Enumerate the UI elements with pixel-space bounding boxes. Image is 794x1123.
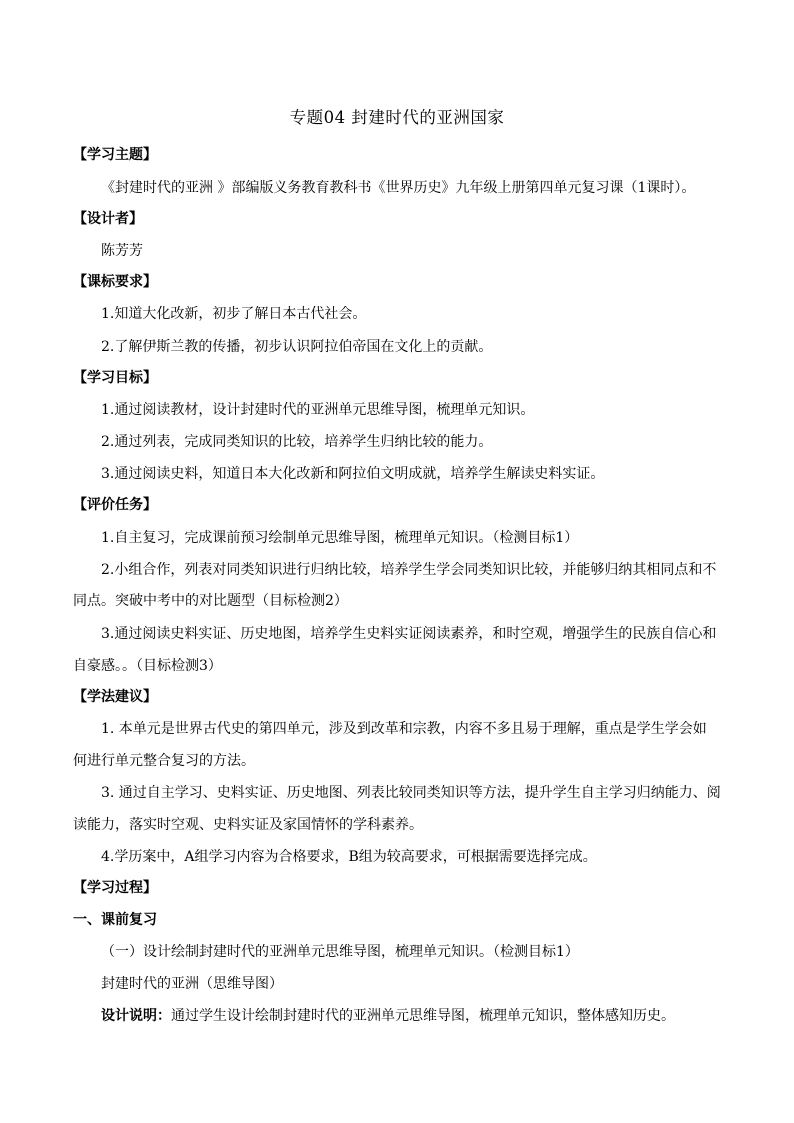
tasks-item-3-line-1: 3.通过阅读史料实证、历史地图，培养学生史料实证阅读素养，和时空观，增强学生的民族自信心和	[101, 626, 717, 642]
design-note	[101, 1005, 675, 1025]
methods-item-1-line-1: 1. 本单元是世界古代史的第四单元，涉及到改革和宗教，内容不多且易于理解，重点是学生学会如	[101, 721, 707, 737]
heading-learning-goals: 【学习目标】	[73, 370, 157, 386]
methods-item-4: 4.学历案中，A组学习内容为合格要求，B组为较高要求，可根据需要选择完成。	[101, 849, 597, 865]
heading-evaluation-tasks: 【评价任务】	[73, 497, 157, 513]
goals-item-3: 3.通过阅读史料，知道日本大化改新和阿拉伯文明成就，培养学生解读史料实证。	[101, 466, 605, 482]
heading-curriculum-standards: 【课标要求】	[73, 274, 157, 290]
process-step-1: （一）设计绘制封建时代的亚洲单元思维导图，梳理单元知识。（检测目标1）	[101, 944, 579, 960]
methods-item-1-line-2: 何进行单元整合复习的方法。	[73, 753, 255, 769]
heading-learning-theme: 【学习主题】	[73, 147, 157, 163]
tasks-item-2-line-1: 2.小组合作，列表对同类知识进行归纳比较，培养学生学会同类知识比较，并能够归纳其相同点和不	[101, 562, 717, 578]
mindmap-label: 封建时代的亚洲（思维导图）	[101, 976, 283, 992]
designer-name: 陈芳芳	[101, 243, 143, 259]
design-note-label: 设计说明：	[101, 1008, 171, 1024]
goals-item-2: 2.通过列表，完成同类知识的比较，培养学生归纳比较的能力。	[101, 434, 493, 450]
subheading-pre-class-review: 一、课前复习	[73, 912, 157, 928]
learning-theme-text: 《封建时代的亚洲 》部编版义务教育教科书《世界历史》九年级上册第四单元复习课（1课时）。	[101, 180, 696, 196]
design-note-text: 通过学生设计绘制封建时代的亚洲单元思维导图，梳理单元知识，整体感知历史。	[171, 1008, 675, 1024]
tasks-item-1: 1.自主复习，完成课前预习绘制单元思维导图，梳理单元知识。（检测目标1）	[101, 530, 579, 546]
standards-item-2: 2.了解伊斯兰教的传播，初步认识阿拉伯帝国在文化上的贡献。	[101, 339, 493, 355]
tasks-item-3-line-2: 自豪感。。（目标检测3）	[73, 658, 222, 674]
heading-designer: 【设计者】	[73, 211, 143, 227]
methods-item-3-line-2: 读能力，落实时空观、史料实证及家国情怀的学科素养。	[73, 817, 423, 833]
heading-learning-process: 【学习过程】	[73, 880, 157, 896]
methods-item-3-line-1: 3. 通过自主学习、史料实证、历史地图、列表比较同类知识等方法，提升学生自主学习归纳能力、阅	[101, 785, 721, 801]
page-title: 专题04 封建时代的亚洲国家	[289, 108, 505, 127]
goals-item-1: 1.通过阅读教材，设计封建时代的亚洲单元思维导图，梳理单元知识。	[101, 402, 535, 418]
tasks-item-2-line-2: 同点。突破中考中的对比题型（目标检测2）	[73, 593, 348, 609]
heading-study-methods: 【学法建议】	[73, 689, 157, 705]
standards-item-1: 1.知道大化改新，初步了解日本古代社会。	[101, 306, 367, 322]
